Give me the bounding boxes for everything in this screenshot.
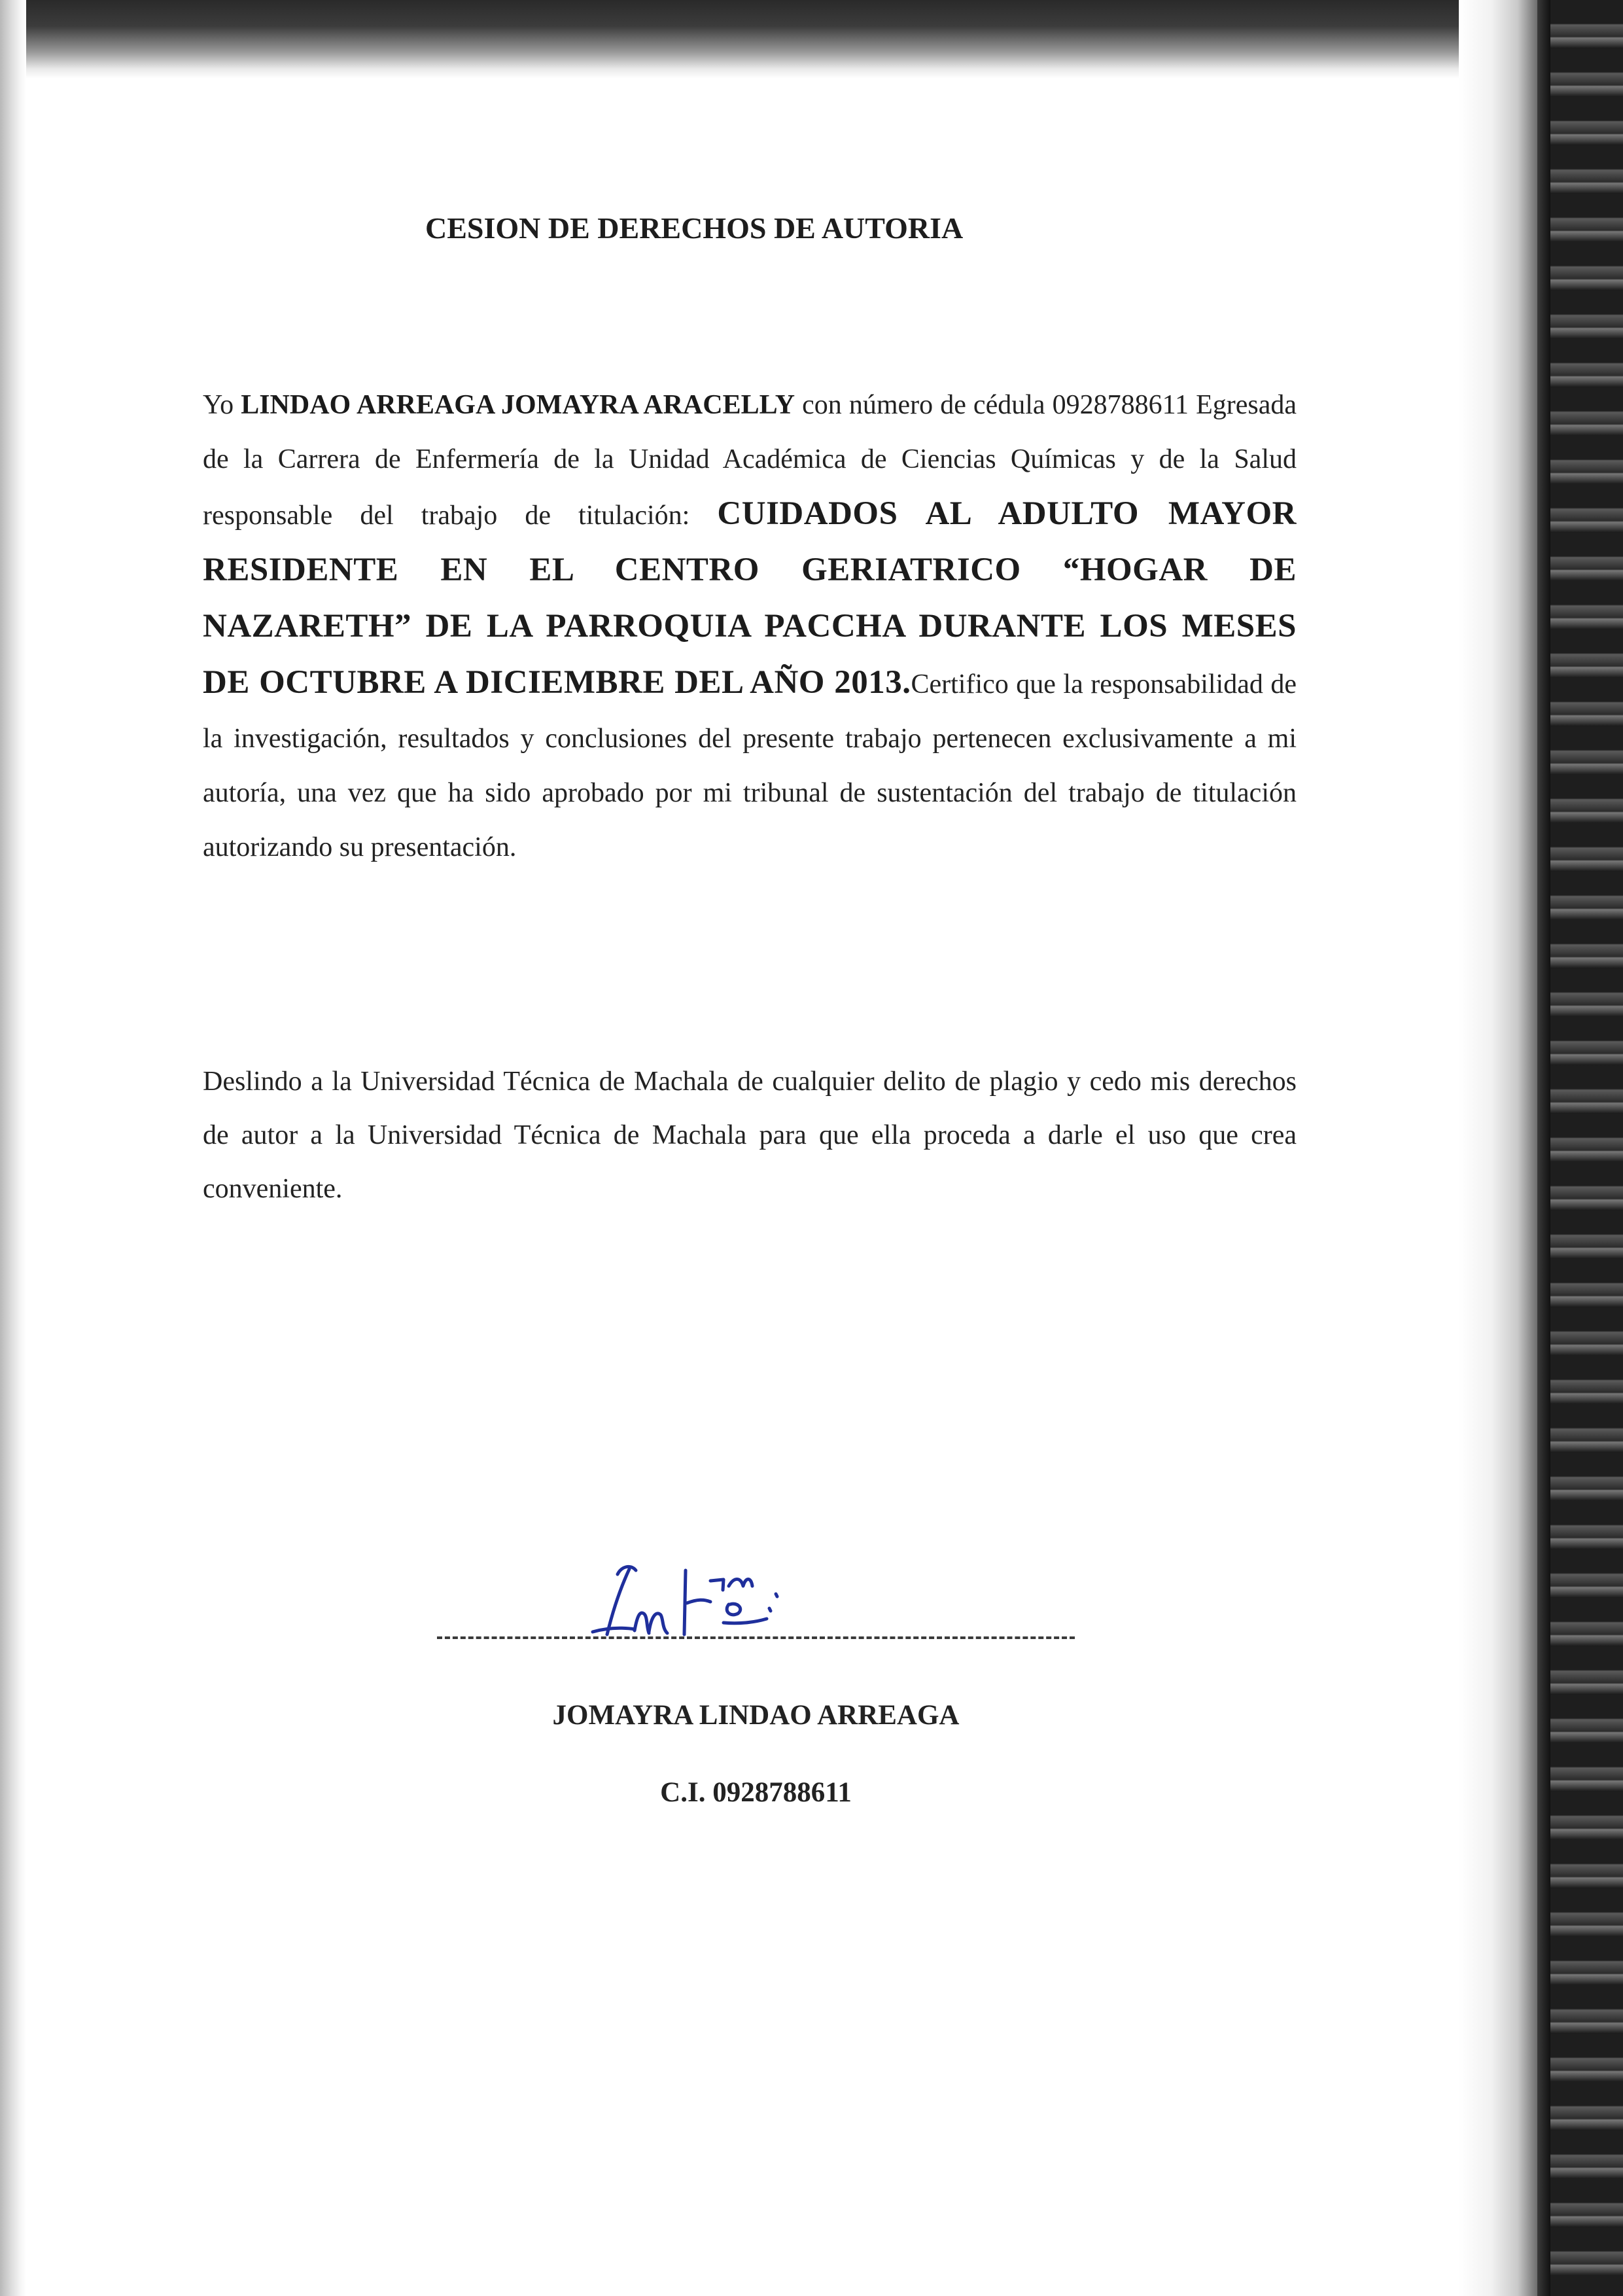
scanner-top-edge <box>0 0 1623 79</box>
yo-text: Yo <box>203 390 241 420</box>
thesis-title: CUIDADOS AL ADULTO MAYOR RESIDENTE EN EL CENTRO GERIATRICO “HOGAR DE NAZARETH” DE LA PARROQUIA PACCHA DURANTE LOS MESES DE OCTUBRE A DICIEMBRE DEL AÑO 2013. <box>203 495 1297 701</box>
signer-id: C.I. 0928788611 <box>660 1777 852 1808</box>
signer-name: JOMAYRA LINDAO ARREAGA <box>552 1700 960 1731</box>
scanner-right-edge-inner <box>1537 0 1550 2296</box>
scanner-left-edge <box>0 0 26 2296</box>
handwritten-signature <box>589 1551 824 1649</box>
declaration-text-b: Certifico que la responsabilidad de la investigación, resultados y conclusiones del presente trabajo pertenecen exclusivamente a mi autoría, una vez que ha sido aprobado por mi tribunal de sustentación del trabajo de titulación autorizando su presentación. <box>203 669 1297 862</box>
declaration-paragraph <box>203 378 1297 875</box>
document-title: CESION DE DERECHOS DE AUTORIA <box>425 211 964 245</box>
scanner-right-shadow <box>1459 0 1537 2296</box>
author-full-name: LINDAO ARREAGA JOMAYRA ARACELLY <box>241 390 795 420</box>
rights-transfer-paragraph: Deslindo a la Universidad Técnica de Machala de cualquier delito de plagio y cedo mis derechos de autor a la Universidad Técnica de Machala para que ella proceda a darle el uso que crea conveniente. <box>203 1067 1297 1204</box>
signature-line <box>437 1636 1075 1639</box>
declaration-text-a: con número de cédula 0928788611 Egresada de la Carrera de Enfermería de la Unidad Académica de Ciencias Químicas y de la Salud responsable del trabajo de titulación: <box>203 390 1297 531</box>
